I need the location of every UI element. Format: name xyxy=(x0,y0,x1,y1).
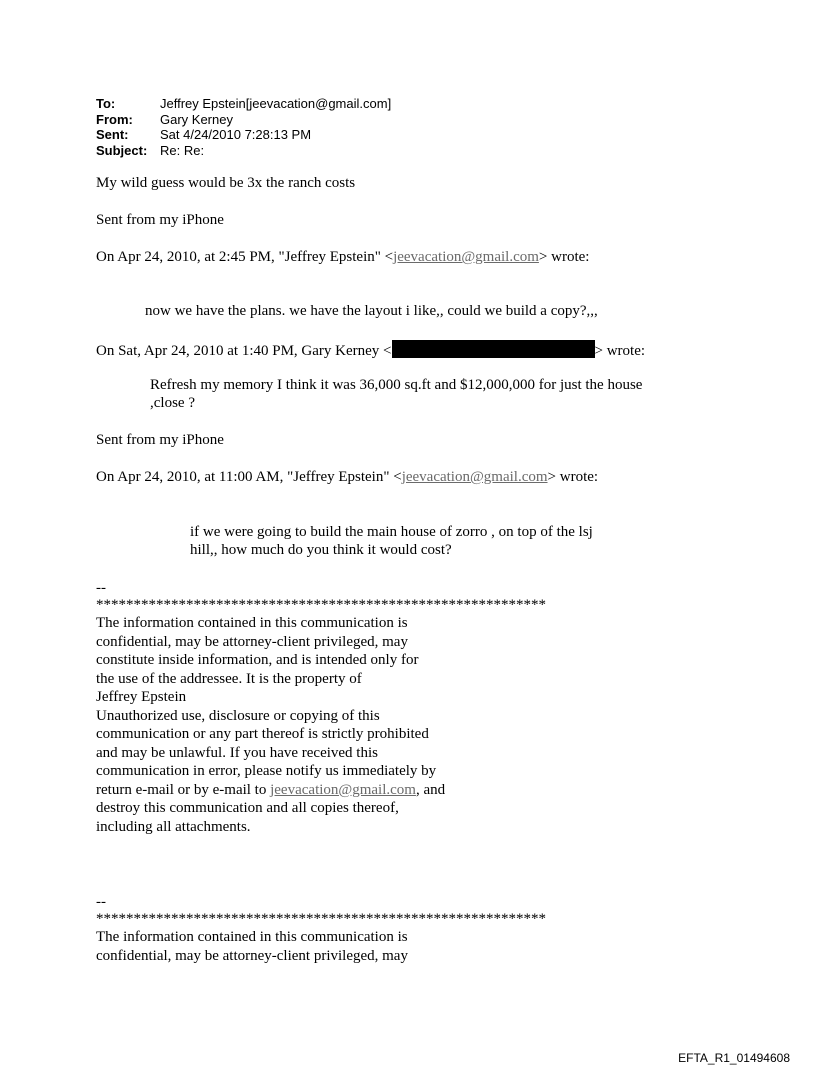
quote-header-2-suffix: > wrote: xyxy=(594,343,646,359)
confidentiality-disclaimer xyxy=(96,614,445,836)
to-row xyxy=(96,96,391,112)
quote-header-1-prefix: On Apr 24, 2010, at 2:45 PM, "Jeffrey Epstein" < xyxy=(96,249,394,265)
signature-dashes: -- xyxy=(96,580,106,596)
from-label: From: xyxy=(96,111,133,127)
quote-header-3 xyxy=(96,468,598,486)
quoted-message-4-line-2: hill,, how much do you think it would cost? xyxy=(190,542,452,558)
quote-header-2-prefix: On Sat, Apr 24, 2010 at 1:40 PM, Gary Kerney < xyxy=(96,343,392,359)
quoted-message-2: now we have the plans. we have the layout i like,, could we build a copy?,,, xyxy=(145,303,598,319)
quoted-message-3-line-1: Refresh my memory I think it was 36,000 sq.ft and $12,000,000 for just the house xyxy=(150,377,643,393)
signature-dashes-2: -- xyxy=(96,894,106,910)
redaction-bar xyxy=(392,340,595,358)
reply-text: My wild guess would be 3x the ranch costs xyxy=(96,175,356,191)
subject-label: Subject: xyxy=(96,142,148,158)
email-link[interactable]: jeevacation@gmail.com xyxy=(393,249,539,265)
from-row xyxy=(96,112,391,128)
quoted-message-3-line-2: ,close ? xyxy=(150,395,195,411)
signature-stars: ************************************************************ xyxy=(96,597,546,613)
quote-header-3-suffix: > wrote: xyxy=(547,469,599,485)
to-value: Jeffrey Epstein[jeevacation@gmail.com] xyxy=(160,96,392,111)
signature-sent-from-2: Sent from my iPhone xyxy=(96,432,224,448)
confidentiality-disclaimer-2: The information contained in this communication is confidential, may be attorney-client privileged, may xyxy=(96,929,408,964)
quote-header-1 xyxy=(96,248,589,266)
signature-stars-2: ************************************************************ xyxy=(96,911,546,927)
from-value: Gary Kerney xyxy=(160,111,233,127)
sent-value: Sat 4/24/2010 7:28:13 PM xyxy=(160,127,312,142)
signature-sent-from: Sent from my iPhone xyxy=(96,212,224,228)
sent-label: Sent: xyxy=(96,127,129,142)
disclaimer-text-start: The information contained in this communication is confidential, may be attorney-client privileged, may constitute inside information, and is intended only for the use of the addressee. It is the property of Jeffrey Epstein Unauthorized use, disclosure or copying of this communication or any part thereof is strictly prohibited and may be unlawful. If you have received this communication in error, please notify us immediately by return e-mail or by e-mail to xyxy=(96,615,437,798)
sent-row xyxy=(96,127,391,143)
disclaimer-text-end: , and destroy this communication and all copies thereof, including all attachments. xyxy=(96,781,446,835)
subject-row xyxy=(96,143,391,159)
subject-value: Re: Re: xyxy=(160,142,205,158)
quote-header-3-prefix: On Apr 24, 2010, at 11:00 AM, "Jeffrey Epstein" < xyxy=(96,469,402,485)
document-id: EFTA_R1_01494608 xyxy=(678,1051,790,1065)
quote-header-1-suffix: > wrote: xyxy=(538,249,590,265)
quote-header-2 xyxy=(96,340,645,360)
email-header xyxy=(96,96,391,158)
email-link[interactable]: jeevacation@gmail.com xyxy=(270,781,416,798)
email-link[interactable]: jeevacation@gmail.com xyxy=(401,469,548,485)
quoted-message-4-line-1: if we were going to build the main house of zorro , on top of the lsj xyxy=(190,524,593,540)
to-label: To: xyxy=(96,96,116,111)
